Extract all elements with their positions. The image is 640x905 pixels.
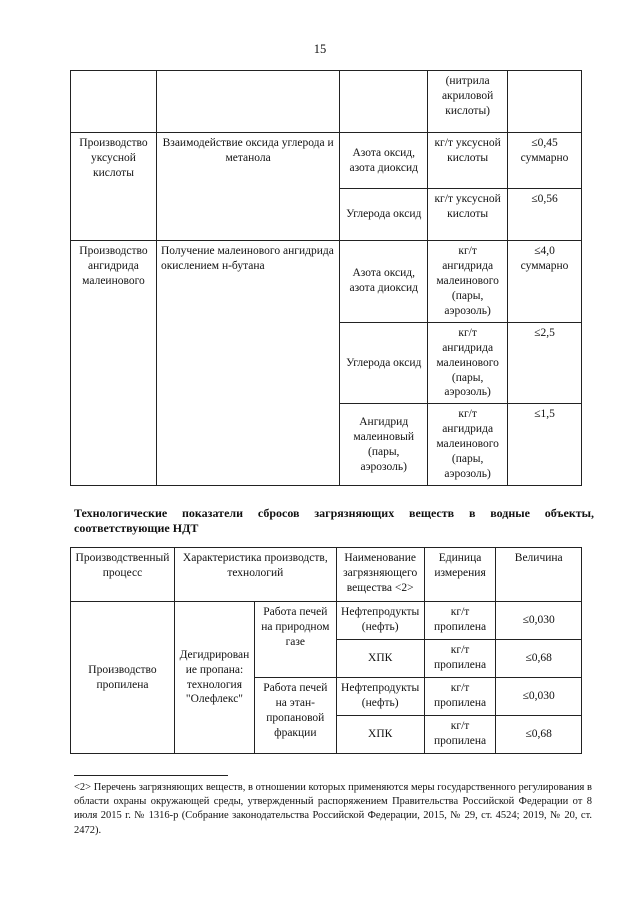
sub-technology-cell: Работа печей на этан-пропановой фракции [254,678,336,754]
unit-cell: кг/т пропилена [424,716,496,754]
technology-cell: Взаимодействие оксида углерода и метанола [156,133,339,241]
value-cell: ≤0,030 [496,602,582,640]
footnote: <2> Перечень загрязняющих веществ, в отношении которых применяются меры государственного регулирования в области охраны окружающей среды, утвержденный распоряжением Правительства Российской Федерации от 8 июля 2015 г. № 1316-р (Собрание законодательства Российской Федерации, 2015, № 29, ст. 4524; 2019, № 20, ст. 2472). [74,782,592,836]
unit-cell: кг/т уксусной кислоты [428,133,508,189]
table-row [71,241,582,323]
value-cell: ≤0,68 [496,716,582,754]
substance-cell: Азота оксид, азота диоксид [340,133,428,189]
substance-cell: Углерода оксид [340,322,428,404]
substance-cell: Углерода оксид [340,189,428,241]
sub-technology-cell: Работа печей на природном газе [254,602,336,678]
unit-cell: кг/т уксусной кислоты [428,189,508,241]
value-cell: ≤1,5 [508,404,582,486]
value-cell: ≤2,5 [508,322,582,404]
header-process: Производственный процесс [71,548,175,602]
section-heading-line2: соответствующие НДТ [74,521,199,535]
unit-cell: (нитрила акриловой кислоты) [428,71,508,133]
unit-cell: кг/т ангидрида малеинового (пары, аэрозоль) [428,322,508,404]
unit-cell: кг/т ангидрида малеинового (пары, аэрозоль) [428,404,508,486]
unit-cell: кг/т ангидрида малеинового (пары, аэрозоль) [428,241,508,323]
header-technology: Характеристика производств, технологий [174,548,336,602]
value-cell: ≤4,0 суммарно [508,241,582,323]
technology-cell: Дегидрирован ие пропана: технология "Олефлекс" [174,602,254,754]
substance-cell: Ангидрид малеиновый (пары, аэрозоль) [340,404,428,486]
discharge-table [70,547,582,754]
table-header-row [71,548,582,602]
technology-cell: Получение малеинового ангидрида окислением н-бутана [156,241,339,486]
unit-cell: кг/т пропилена [424,640,496,678]
emissions-table [70,70,582,486]
unit-cell: кг/т пропилена [424,678,496,716]
value-cell: ≤0,030 [496,678,582,716]
unit-cell: кг/т пропилена [424,602,496,640]
process-cell: Производство ангидрида малеинового [71,241,157,486]
value-cell: ≤0,56 [508,189,582,241]
table-row [71,133,582,189]
footnote-divider [74,775,228,776]
substance-cell: Нефтепродукты (нефть) [336,678,424,716]
header-substance: Наименование загрязняющего вещества <2> [336,548,424,602]
substance-cell: Азота оксид, азота диоксид [340,241,428,323]
header-unit: Единица измерения [424,548,496,602]
substance-cell: ХПК [336,640,424,678]
process-cell: Производство пропилена [71,602,175,754]
table-row [71,602,582,640]
table-row [71,71,582,133]
section-heading: Технологические показатели сбросов загрязняющих веществ в водные объекты, [74,506,594,520]
value-cell: ≤0,45 суммарно [508,133,582,189]
header-value: Величина [496,548,582,602]
substance-cell: ХПК [336,716,424,754]
value-cell: ≤0,68 [496,640,582,678]
process-cell: Производство уксусной кислоты [71,133,157,241]
page-number: 15 [313,42,327,56]
substance-cell: Нефтепродукты (нефть) [336,602,424,640]
